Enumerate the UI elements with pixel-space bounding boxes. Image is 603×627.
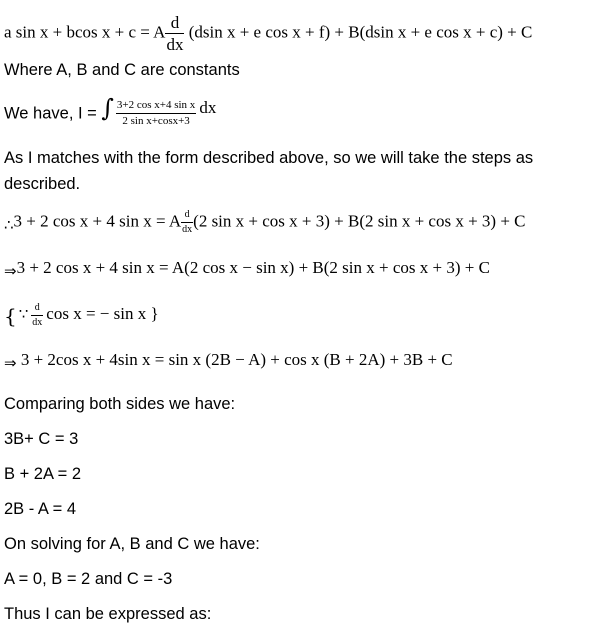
derivative-numerator: d: [170, 13, 180, 32]
equation-grouped: [4, 350, 453, 370]
eq6-left: 3 + 2 cos x + 4 sin x = A: [13, 211, 182, 231]
eq6-right: (2 sin x + cos x + 3) + B(2 sin x + cos x + 3) + C: [193, 211, 526, 231]
implies-icon: ⇒: [4, 354, 17, 372]
eq9-expr: 3 + 2cos x + 4sin x = sin x (2B − A) + cos x (B + 2A) + 3B + C: [16, 350, 453, 369]
derivative-numerator: d: [184, 209, 190, 220]
eq1-right: (dsin x + e cos x + f) + B(dsin x + e cos x + c) + C: [184, 22, 533, 42]
derivative-fraction: [181, 210, 193, 235]
derivative-denominator: dx: [32, 316, 43, 328]
implies-icon: ⇒: [4, 262, 17, 280]
integral-dx: dx: [199, 97, 217, 117]
because-icon: ∵: [18, 305, 29, 323]
integral-icon: ∫: [101, 93, 114, 122]
derivative-fraction: [165, 14, 184, 53]
eq7-expr: 3 + 2 cos x + 4 sin x = A(2 cos x − sin x) + B(2 sin x + cos x + 3) + C: [16, 258, 490, 277]
equation-expanded: [4, 258, 490, 278]
integral-prefix: We have, I =: [4, 104, 102, 123]
constants-note: Where A, B and C are constants: [4, 61, 240, 79]
integral-definition: [4, 93, 217, 127]
integrand-numerator: 3+2 cos x+4 sin x: [116, 99, 196, 111]
equation-setup: [4, 210, 526, 235]
integrand-fraction: [116, 100, 196, 127]
integrand-denominator: 2 sin x+cosx+3: [116, 113, 196, 127]
derivative-numerator: d: [34, 301, 40, 313]
therefore-icon: ∴: [4, 216, 14, 235]
conclusion-line: Thus I can be expressed as:: [4, 605, 212, 623]
derivative-denominator: dx: [166, 35, 184, 54]
derivative-denominator: dx: [182, 224, 193, 235]
open-brace: {: [4, 304, 17, 328]
derivative-fraction: [31, 303, 43, 328]
comparing-heading: Comparing both sides we have:: [4, 395, 236, 413]
eq8-expr: cos x = − sin x }: [46, 304, 159, 323]
equation-1: 3B+ C = 3: [4, 430, 79, 448]
eq1-left: a sin x + bcos x + c = A: [4, 22, 166, 42]
derivative-note: [4, 302, 159, 328]
equation-2: B + 2A = 2: [4, 465, 82, 483]
equation-3: 2B - A = 4: [4, 500, 77, 518]
equation-general-form: [4, 14, 532, 53]
explanation-line-2: described.: [4, 175, 81, 193]
explanation-line-1: As I matches with the form described above, so we will take the steps as: [4, 149, 534, 167]
solution-values: A = 0, B = 2 and C = -3: [4, 570, 173, 588]
solving-heading: On solving for A, B and C we have:: [4, 535, 260, 553]
